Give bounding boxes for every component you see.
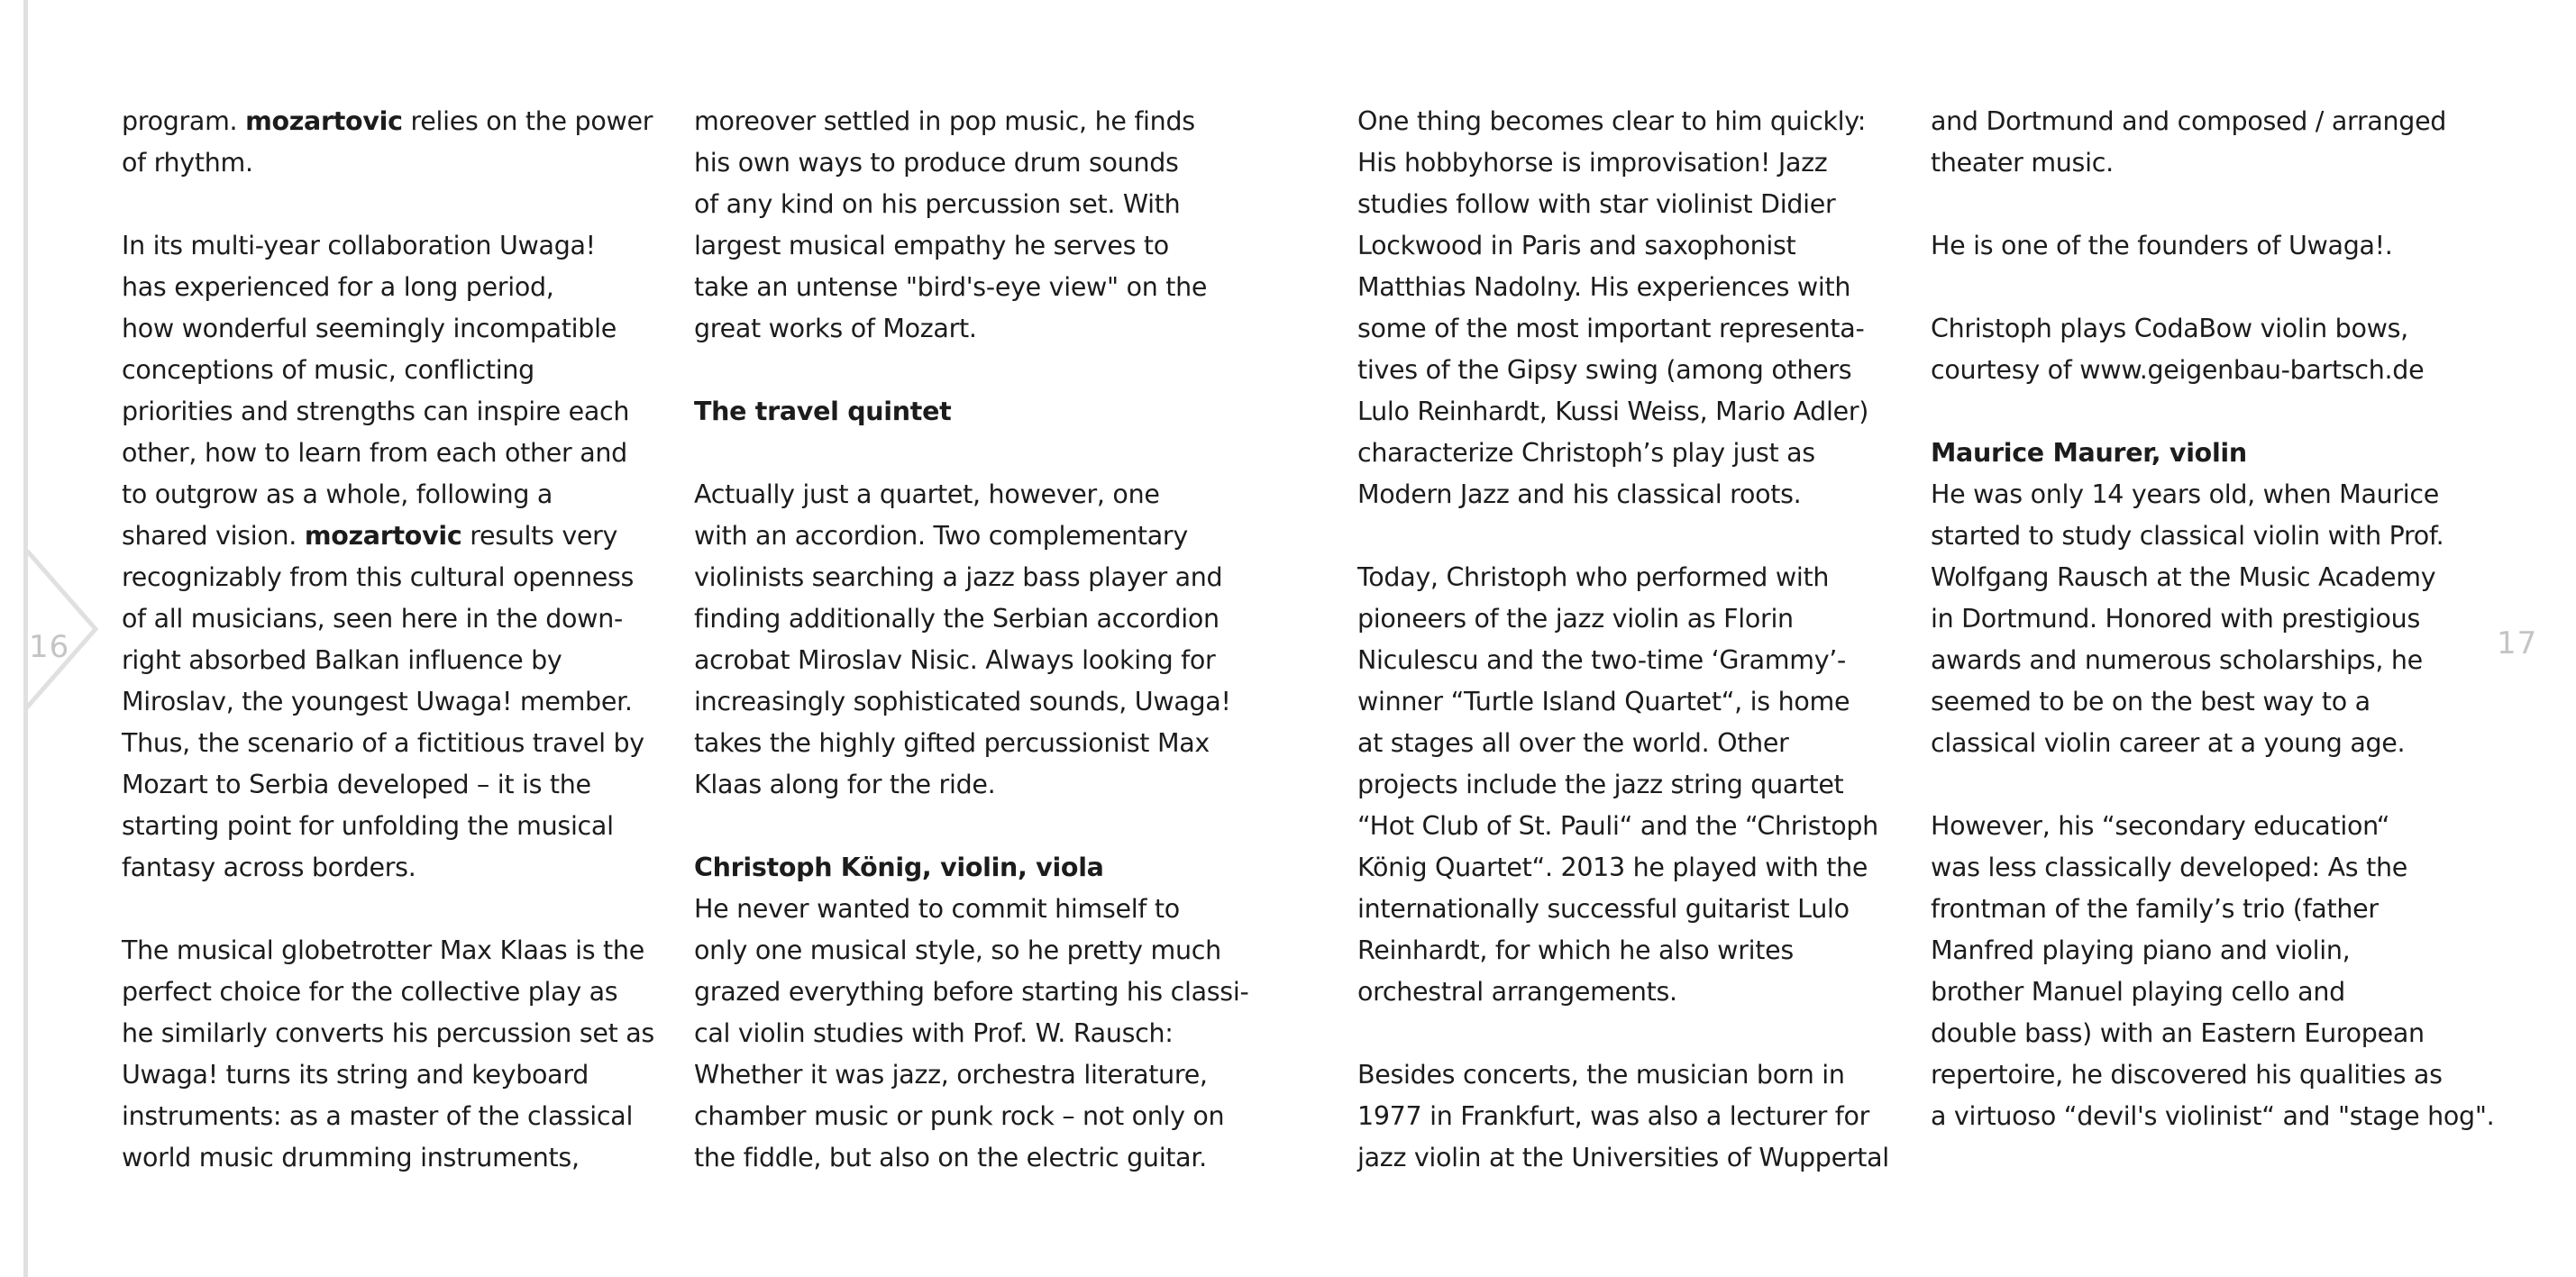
text-run: Actually just a quartet, however, one	[694, 479, 1160, 509]
paragraph-spacer	[1931, 267, 2489, 308]
text-line	[122, 598, 681, 640]
text-run: takes the highly gifted percussionist Max	[694, 728, 1210, 758]
text-run: started to study classical violin with Prof.	[1931, 521, 2444, 551]
text-line	[1357, 101, 1916, 142]
text-line	[694, 681, 1253, 723]
text-line	[694, 598, 1253, 640]
text-run: Wolfgang Rausch at the Music Academy	[1931, 562, 2436, 592]
text-run: characterize Christoph’s play just as	[1357, 438, 1815, 468]
text-line	[694, 1054, 1253, 1096]
text-run: 1977 in Frankfurt, was also a lecturer for	[1357, 1101, 1870, 1131]
paragraph-spacer	[122, 889, 681, 930]
text-run: right absorbed Balkan influence by	[122, 645, 562, 675]
text-line	[1931, 598, 2489, 640]
text-line	[694, 930, 1253, 971]
text-line	[1931, 806, 2489, 847]
text-run: double bass) with an Eastern European	[1931, 1018, 2425, 1048]
text-line	[1357, 598, 1916, 640]
text-run: violinists searching a jazz bass player and	[694, 562, 1223, 592]
paragraph-spacer	[694, 433, 1253, 474]
bold-text: Christoph König, violin, viola	[694, 853, 1104, 882]
text-run: One thing becomes clear to him quickly:	[1357, 106, 1867, 136]
text-line	[1931, 640, 2489, 681]
text-line	[122, 847, 681, 889]
text-line	[122, 930, 681, 971]
text-run: of rhythm.	[122, 148, 253, 178]
text-line	[1931, 1054, 2489, 1096]
text-line	[1357, 350, 1916, 391]
text-line	[122, 101, 681, 142]
text-line	[1357, 971, 1916, 1013]
paragraph-spacer	[694, 806, 1253, 847]
text-run: Christoph plays CodaBow violin bows,	[1931, 314, 2408, 343]
text-run: shared vision.	[122, 521, 305, 551]
text-line	[1357, 847, 1916, 889]
text-run: tives of the Gipsy swing (among others	[1357, 355, 1852, 385]
bold-text: mozartovic	[304, 521, 462, 551]
text-run: starting point for unfolding the musical	[122, 811, 614, 841]
text-line	[122, 515, 681, 557]
text-run: to outgrow as a whole, following a	[122, 479, 553, 509]
text-run: and Dortmund and composed / arranged	[1931, 106, 2447, 136]
text-line	[1931, 930, 2489, 971]
text-line	[1357, 1137, 1916, 1179]
text-line	[122, 1096, 681, 1137]
text-run: Niculescu and the two-time ‘Grammy’-	[1357, 645, 1847, 675]
paragraph-spacer	[1357, 1013, 1916, 1054]
paragraph-spacer	[122, 184, 681, 225]
text-run: Lockwood in Paris and saxophonist	[1357, 231, 1796, 260]
text-run: Reinhardt, for which he also writes	[1357, 935, 1794, 965]
text-line	[694, 847, 1253, 889]
text-line	[122, 764, 681, 806]
text-line	[694, 764, 1253, 806]
text-line	[694, 308, 1253, 350]
text-line	[122, 267, 681, 308]
text-run: jazz violin at the Universities of Wuppertal	[1357, 1143, 1889, 1172]
text-run: largest musical empathy he serves to	[694, 231, 1169, 260]
text-line	[694, 474, 1253, 515]
text-run: König Quartet“. 2013 he played with the	[1357, 853, 1868, 882]
text-line	[122, 433, 681, 474]
paragraph-spacer	[694, 350, 1253, 391]
text-run: only one musical style, so he pretty much	[694, 935, 1221, 965]
text-line	[694, 1096, 1253, 1137]
text-line	[694, 515, 1253, 557]
text-line	[122, 350, 681, 391]
text-line	[1357, 681, 1916, 723]
text-run: chamber music or punk rock – not only on	[694, 1101, 1225, 1131]
text-run: studies follow with star violinist Didier	[1357, 189, 1836, 219]
text-run: the fiddle, but also on the electric guitar.	[694, 1143, 1207, 1172]
text-line	[1931, 101, 2489, 142]
text-line	[1931, 723, 2489, 764]
text-run: fantasy across borders.	[122, 853, 416, 882]
text-line	[122, 1137, 681, 1179]
text-run: some of the most important representa-	[1357, 314, 1865, 343]
text-line	[122, 474, 681, 515]
text-run: his own ways to produce drum sounds	[694, 148, 1179, 178]
text-line	[1931, 225, 2489, 267]
text-run: instruments: as a master of the classical	[122, 1101, 634, 1131]
text-run: classical violin career at a young age.	[1931, 728, 2406, 758]
text-run: Mozart to Serbia developed – it is the	[122, 770, 591, 799]
text-run: However, his “secondary education“	[1931, 811, 2390, 841]
text-line	[1357, 764, 1916, 806]
text-line	[694, 971, 1253, 1013]
text-line	[1931, 142, 2489, 184]
text-line	[1357, 267, 1916, 308]
text-run: grazed everything before starting his classi-	[694, 977, 1249, 1007]
text-line	[1357, 308, 1916, 350]
text-run: Thus, the scenario of a fictitious travel by	[122, 728, 644, 758]
text-run: Klaas along for the ride.	[694, 770, 996, 799]
text-run: conceptions of music, conflicting	[122, 355, 534, 385]
text-run: of any kind on his percussion set. With	[694, 189, 1181, 219]
text-run: with an accordion. Two complementary	[694, 521, 1188, 551]
text-run: The musical globetrotter Max Klaas is the	[122, 935, 644, 965]
text-line	[1357, 474, 1916, 515]
text-line	[122, 308, 681, 350]
text-run: Matthias Nadolny. His experiences with	[1357, 272, 1851, 302]
bold-text: The travel quintet	[694, 397, 952, 426]
text-run: projects include the jazz string quartet	[1357, 770, 1844, 799]
bold-text: Maurice Maurer, violin	[1931, 438, 2247, 468]
paragraph-spacer	[1931, 184, 2489, 225]
text-line	[122, 1013, 681, 1054]
text-line	[1931, 557, 2489, 598]
text-run: In its multi-year collaboration Uwaga!	[122, 231, 596, 260]
text-line	[122, 681, 681, 723]
paragraph-spacer	[1931, 764, 2489, 806]
text-line	[1931, 308, 2489, 350]
text-run: orchestral arrangements.	[1357, 977, 1677, 1007]
text-run: brother Manuel playing cello and	[1931, 977, 2345, 1007]
text-line	[694, 557, 1253, 598]
text-run: perfect choice for the collective play as	[122, 977, 618, 1007]
text-run: finding additionally the Serbian accordion	[694, 604, 1219, 634]
text-run: Besides concerts, the musician born in	[1357, 1060, 1845, 1090]
text-line	[694, 267, 1253, 308]
text-line	[694, 889, 1253, 930]
text-line	[1931, 515, 2489, 557]
text-run: acrobat Miroslav Nisic. Always looking for	[694, 645, 1216, 675]
text-run: increasingly sophisticated sounds, Uwaga!	[694, 687, 1231, 716]
text-run: internationally successful guitarist Lulo	[1357, 894, 1850, 924]
text-run: how wonderful seemingly incompatible	[122, 314, 617, 343]
text-line	[694, 142, 1253, 184]
text-line	[694, 1137, 1253, 1179]
text-line	[694, 640, 1253, 681]
page-number-left: 16	[29, 629, 70, 665]
text-column-1	[122, 101, 681, 1179]
text-run: courtesy of www.geigenbau-bartsch.de	[1931, 355, 2425, 385]
text-line	[1357, 640, 1916, 681]
text-run: seemed to be on the best way to a	[1931, 687, 2370, 716]
text-run: theater music.	[1931, 148, 2114, 178]
text-line	[1931, 847, 2489, 889]
text-run: a virtuoso “devil's violinist“ and "stage hog".	[1931, 1101, 2495, 1131]
text-run: repertoire, he discovered his qualities as	[1931, 1060, 2443, 1090]
text-run: winner “Turtle Island Quartet“, is home	[1357, 687, 1850, 716]
paragraph-spacer	[1931, 391, 2489, 433]
text-line	[1357, 225, 1916, 267]
text-line	[1931, 474, 2489, 515]
text-line	[1931, 971, 2489, 1013]
text-line	[122, 1054, 681, 1096]
text-run: great works of Mozart.	[694, 314, 977, 343]
text-run: awards and numerous scholarships, he	[1931, 645, 2423, 675]
text-line	[1357, 930, 1916, 971]
text-line	[1357, 184, 1916, 225]
text-run: cal violin studies with Prof. W. Rausch:	[694, 1018, 1174, 1048]
text-line	[1357, 806, 1916, 847]
text-run: at stages all over the world. Other	[1357, 728, 1789, 758]
text-line	[122, 640, 681, 681]
text-line	[122, 557, 681, 598]
text-line	[1931, 681, 2489, 723]
text-run: pioneers of the jazz violin as Florin	[1357, 604, 1794, 634]
text-column-3	[1357, 101, 1916, 1179]
text-line	[694, 225, 1253, 267]
page-number-right: 17	[2497, 625, 2538, 661]
text-line	[694, 391, 1253, 433]
text-line	[1357, 433, 1916, 474]
text-line	[1357, 1054, 1916, 1096]
text-run: Miroslav, the youngest Uwaga! member.	[122, 687, 633, 716]
text-run: program.	[122, 106, 246, 136]
text-line	[122, 971, 681, 1013]
text-run: Modern Jazz and his classical roots.	[1357, 479, 1802, 509]
text-line	[1931, 433, 2489, 474]
text-line	[122, 142, 681, 184]
text-run: He was only 14 years old, when Maurice	[1931, 479, 2440, 509]
text-line	[694, 723, 1253, 764]
text-line	[1357, 889, 1916, 930]
text-run: relies on the power	[402, 106, 653, 136]
text-run: results very	[461, 521, 618, 551]
text-line	[694, 1013, 1253, 1054]
text-line	[1357, 557, 1916, 598]
text-run: world music drumming instruments,	[122, 1143, 580, 1172]
text-line	[1931, 1096, 2495, 1137]
text-run: was less classically developed: As the	[1931, 853, 2407, 882]
text-run: Whether it was jazz, orchestra literature,	[694, 1060, 1208, 1090]
text-run: “Hot Club of St. Pauli“ and the “Christoph	[1357, 811, 1878, 841]
text-run: other, how to learn from each other and	[122, 438, 627, 468]
text-line	[122, 806, 681, 847]
text-run: recognizably from this cultural openness	[122, 562, 635, 592]
text-run: Uwaga! turns its string and keyboard	[122, 1060, 589, 1090]
text-column-2	[694, 101, 1253, 1179]
text-column-4	[1931, 101, 2495, 1137]
text-run: Today, Christoph who performed with	[1357, 562, 1830, 592]
text-line	[694, 184, 1253, 225]
text-line	[122, 391, 681, 433]
text-run: take an untense "bird's-eye view" on the	[694, 272, 1208, 302]
text-line	[1931, 1013, 2489, 1054]
text-run: His hobbyhorse is improvisation! Jazz	[1357, 148, 1828, 178]
text-run: priorities and strengths can inspire each	[122, 397, 630, 426]
text-run: has experienced for a long period,	[122, 272, 554, 302]
text-line	[1931, 350, 2489, 391]
text-run: in Dortmund. Honored with prestigious	[1931, 604, 2420, 634]
text-line	[122, 723, 681, 764]
text-line	[1357, 1096, 1916, 1137]
text-run: Manfred playing piano and violin,	[1931, 935, 2351, 965]
text-run: He never wanted to commit himself to	[694, 894, 1180, 924]
text-line	[122, 225, 681, 267]
text-line	[1931, 889, 2489, 930]
text-line	[1357, 142, 1916, 184]
text-run: Lulo Reinhardt, Kussi Weiss, Mario Adler)	[1357, 397, 1869, 426]
text-line	[694, 101, 1253, 142]
paragraph-spacer	[1357, 515, 1916, 557]
text-run: moreover settled in pop music, he finds	[694, 106, 1195, 136]
text-line	[1357, 723, 1916, 764]
text-run: he similarly converts his percussion set as	[122, 1018, 654, 1048]
text-run: frontman of the family’s trio (father	[1931, 894, 2379, 924]
bold-text: mozartovic	[245, 106, 403, 136]
text-line	[1357, 391, 1916, 433]
text-run: He is one of the founders of Uwaga!.	[1931, 231, 2393, 260]
text-run: of all musicians, seen here in the down-	[122, 604, 623, 634]
